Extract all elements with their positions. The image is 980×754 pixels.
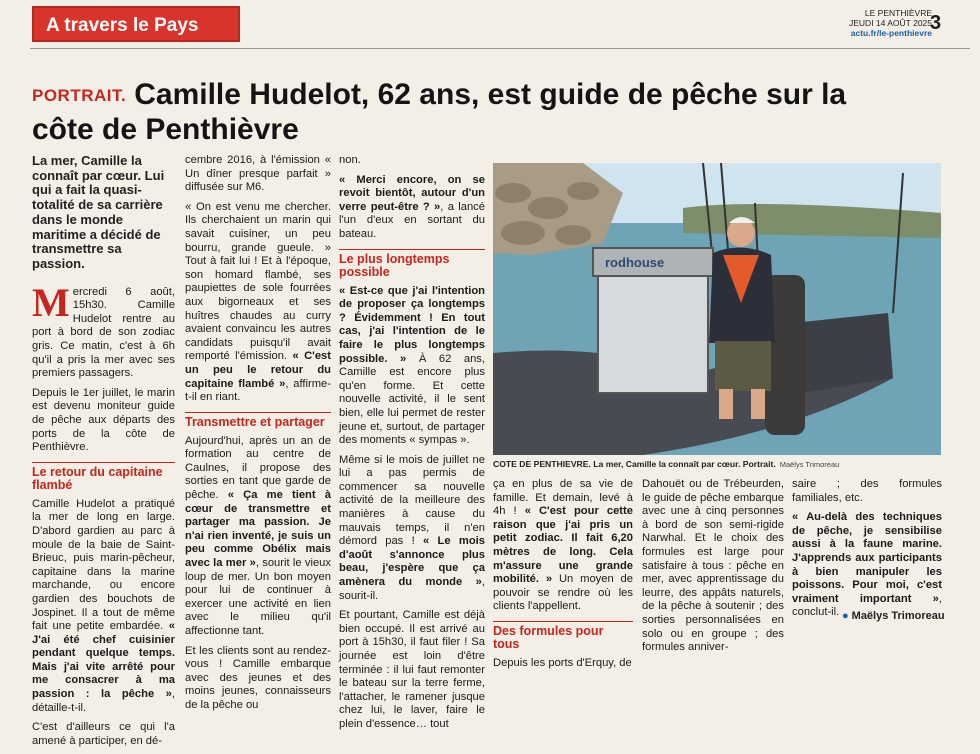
quote: « C'est un peu le retour du capitaine flambé »: [185, 350, 331, 390]
paragraph: [32, 498, 175, 716]
paragraph-text: Aujourd'hui, après un an de formation au centre de Caulnes, il propose des sorties en tant que garde de pêche.: [185, 434, 331, 502]
article-column-5: [642, 478, 784, 661]
subhead-transmettre: Transmettre et partager: [185, 412, 331, 429]
photo-credit: Maëlys Trimoreau: [779, 460, 840, 469]
paragraph: [493, 478, 633, 614]
quote: « Ça me tient à cœur de transmettre et partager ma passion. Je n'ai rien inventé, je suis un peu comme Obélix mais avec la mer »: [185, 489, 331, 570]
article-column-1: [32, 154, 175, 754]
paragraph: [339, 174, 485, 242]
paragraph-text: , affirme-t-il en riant.: [185, 377, 331, 404]
quote: « Le mois d'août s'annonce plus beau, j'espère que ça amènera du monde »: [339, 535, 485, 589]
article-lead: La mer, Camille la connaît par cœur. Lui qui a fait la quasi-totalité de sa carrière dans le monde maritime a décidé de transmettre sa passion.: [32, 153, 165, 271]
photo-caption: [493, 459, 941, 470]
paragraph-text: , a lancé l'un d'eux en sortant du bateau.: [339, 200, 485, 240]
paragraph-text: Tout à fait lui ! Et à l'époque, son homard flambé, ses paupiettes de sole fourrées aux bigorneaux et ses huîtres chaudes au curry avaient convaincu les autres candidats puisqu'il avait remporté l'émission.: [185, 255, 331, 363]
site-url: actu.fr/le-penthievre: [850, 28, 932, 38]
article-photo: [493, 163, 941, 455]
article-headline: [32, 78, 892, 147]
author-signature: [842, 610, 945, 622]
paragraph: C'est d'ailleurs ce qui l'a amené à participer, en dé-: [32, 721, 175, 747]
paragraph: [185, 201, 331, 405]
paragraph-text: , conclut-il.: [792, 592, 942, 619]
paragraph: [32, 279, 175, 381]
paragraph-text: , détaille-t-il.: [32, 688, 175, 714]
paragraph-text: À 62 ans, Camille est encore plus qu'en forme. Et cette nouvelle activité, il le sent bien, elle lui permet de rester jeune et, surtout, de partager des moments « sympas ».: [339, 352, 485, 447]
subhead-capitaine: Le retour du capitaine flambé: [32, 462, 175, 492]
paragraph: cembre 2016, à l'émission « Un dîner presque parfait » diffusée sur M6.: [185, 154, 331, 194]
quote: « Au-delà des techniques de pêche, je sensibilise aussi à la faune marine. J'apprends aux participants à bien manipuler les poissons. Pour moi, c'est vraiment important »: [792, 511, 942, 605]
paragraph-text: Même si le mois de juillet ne lui a pas permis de commencer sa nouvelle activité de la meilleure des manières à cause du mauvais temps, il n'en démord pas !: [339, 453, 485, 548]
paragraph: Et pourtant, Camille est déjà bien occupé. Il est arrivé au port à 15h30, il faut filer ! Sa journée est loin d'être terminée : il lui faut remonter le bateau sur la terre ferme, l'attacher, le ramener jusque chez lui, le laver, faire le plein d'essence… tout: [339, 609, 485, 730]
paragraph-text: « On est venu me chercher. Ils cherchaient un marin qui savait cuisiner, un peu bourru, grande gueule. »: [185, 200, 331, 254]
paragraph: Dahouët ou de Trébeurden, le guide de pêche embarque avec une à cinq personnes à bord de son semi-rigide Narwhal. Et le choix des formules est large pour satisfaire à tous : pêche en mer, avec apprentissage du leurre, des appâts naturels, de la pêche à soutenir ; des sorties personnalisées en solo ou en groupe ; des formules anniver-: [642, 478, 784, 654]
article-column-4: [493, 478, 633, 677]
paragraph-text: ça en plus de sa vie de famille. Et demain, levé à 4h !: [493, 478, 633, 518]
masthead: [836, 8, 932, 38]
paragraph: [339, 454, 485, 604]
paragraph: Et les clients sont au rendez-vous ! Camille embarque avec des jeunes et des moins jeunes, connaisseurs de la pêche ou: [185, 644, 331, 711]
quote: « Merci encore, on se revoit bientôt, autour d'un verre peut-être ? »: [339, 173, 485, 213]
subhead-longtemps: Le plus longtemps possible: [339, 249, 485, 279]
paragraph: non.: [339, 154, 361, 166]
page-number: 3: [930, 12, 942, 34]
article-column-3: [339, 154, 485, 738]
paragraph-text: , sourit le vieux loup de mer. Un bon moyen pour lui de continuer à exercer une activité en lien avec le milieu qu'il affectionne tant.: [185, 557, 331, 637]
paragraph-text: , sourit-il.: [339, 576, 485, 602]
headline-title: Camille Hudelot, 62 ans, est guide de pêche sur la côte de Penthièvre: [32, 78, 847, 146]
quote: « Est-ce que j'ai l'intention de proposer ça longtemps ? Évidemment ! En tout cas, j'ai l'intention de le faire le plus longtemps possible. »: [339, 284, 485, 365]
article-column-6: [792, 478, 942, 626]
paragraph-text: Un moyen de pouvoir se rendre où les clients l'appellent.: [493, 573, 634, 613]
paragraph: Depuis le 1er juillet, le marin est devenu moniteur guide de pêche aux départs des ports de la côte de Penthièvre.: [32, 386, 175, 454]
paragraph: saire ; des formules familiales, etc.: [792, 478, 942, 504]
bullet-icon: ●: [842, 610, 849, 622]
quote: « C'est pour cette raison que j'ai pris un petit zodiac. Il fait 6,20 mètres de long. Cela m'assure une grande mobilité. »: [493, 505, 633, 586]
quote: « J'ai été chef cuisinier pendant quelque temps. Mais j'ai vite arrêté pour me consacrer à ma passion : la pêche »: [32, 620, 175, 701]
author-name: Maëlys Trimoreau: [851, 610, 945, 622]
paragraph: [185, 435, 331, 639]
section-tab: A travers le Pays: [32, 6, 240, 42]
paragraph: [792, 511, 942, 620]
caption-text: COTE DE PENTHIEVRE. La mer, Camille la connaît par cœur. Portrait.: [493, 459, 776, 469]
paper-name: LE PENTHIÈVRE: [864, 8, 932, 18]
subhead-formules: Des formules pour tous: [493, 621, 633, 651]
boat-photo-illustration: [493, 163, 941, 455]
issue-date: JEUDI 14 AOÛT 2025: [849, 18, 932, 28]
headline-kicker: PORTRAIT.: [32, 86, 127, 105]
boat-brand: rodhouse: [605, 255, 665, 270]
paragraph-text: Camille Hudelot a pratiqué la mer de long en large. D'abord gardien au parc à moule de la baie de Saint-Brieuc, puis marin-pêcheur, capitaine dans la marine marchande, ou encore gardien des bouchots de Jospinet. Il a tout de même fait une petite embardée.: [32, 497, 175, 633]
paragraph-text: ercredi 6 août, 15h30. Camille Hudelot rentre au port à bord de son zodiac gris. Ce matin, c'est à 6h qu'il a pris la mer avec ses premiers passagers.: [32, 285, 175, 380]
paragraph: [339, 285, 485, 448]
header-rule: [30, 48, 970, 49]
paragraph: Depuis les ports d'Erquy, de: [493, 656, 632, 669]
dropcap: M: [32, 279, 70, 325]
